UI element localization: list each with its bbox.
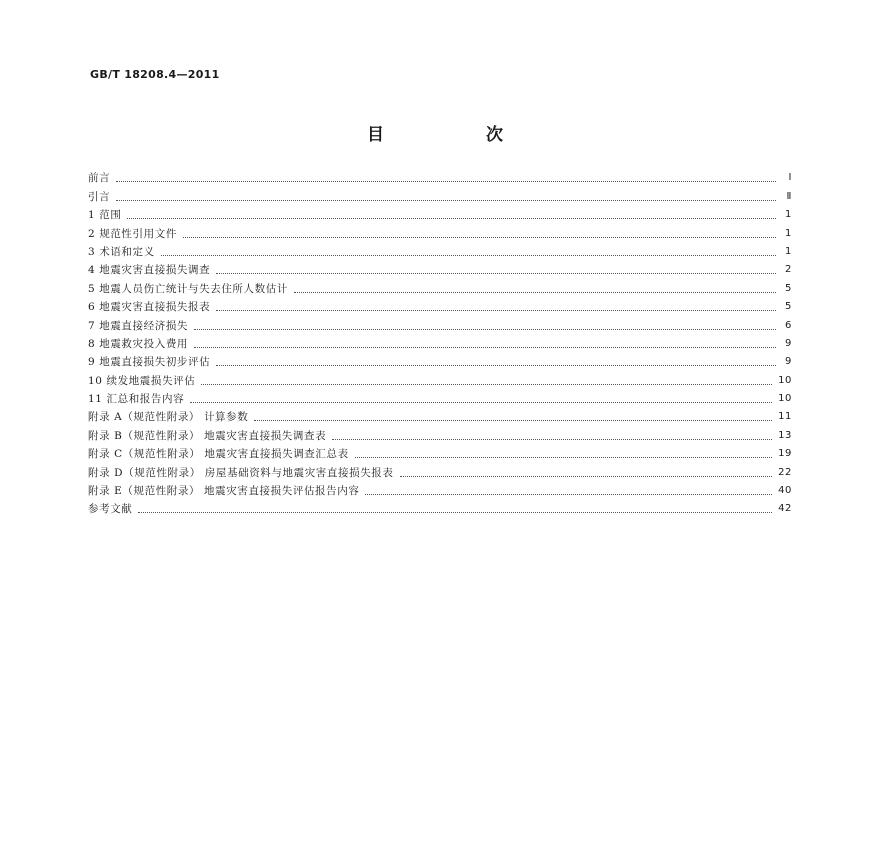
toc-entry-page: 22 (778, 466, 792, 478)
toc-entry[interactable] (88, 241, 792, 259)
toc-entry[interactable] (88, 333, 792, 351)
toc-leader-dots (216, 364, 776, 366)
standard-code: GB/T 18208.4—2011 (90, 68, 220, 81)
toc-entry-label: 附录 C（规范性附录） 地震灾害直接损失调查汇总表 (88, 448, 349, 461)
toc-entry[interactable] (88, 259, 792, 277)
toc-entry-label: 7 地震直接经济损失 (88, 319, 189, 332)
toc-leader-dots (355, 456, 772, 458)
toc-entry[interactable] (88, 351, 792, 369)
toc-entry-page: 5 (785, 301, 792, 313)
toc-entry-label: 附录 A（规范性附录） 计算参数 (88, 411, 249, 424)
toc-entry-label: 11 汇总和报告内容 (88, 393, 185, 406)
toc-entry[interactable] (88, 185, 792, 203)
page-title: 目 次 (367, 125, 551, 145)
toc-leader-dots (116, 180, 776, 182)
toc-leader-dots (183, 236, 776, 238)
toc-entry-page: 9 (785, 337, 792, 349)
toc-entry-label: 附录 E（规范性附录） 地震灾害直接损失评估报告内容 (88, 485, 360, 498)
toc-entry-page: Ⅰ (788, 172, 792, 184)
toc-entry[interactable] (88, 296, 792, 314)
toc-entry-page: 2 (785, 264, 792, 276)
toc-entry-page: 19 (778, 448, 792, 460)
toc-entry-page: 9 (785, 356, 792, 368)
toc-entry-page: 13 (778, 429, 792, 441)
toc-entry[interactable] (88, 461, 792, 479)
toc-leader-dots (216, 309, 776, 311)
toc-entry-page: 1 (785, 209, 792, 221)
toc-entry-label: 1 范围 (88, 209, 122, 222)
toc-entry-page: 40 (778, 485, 792, 497)
toc-entry-label: 前言 (88, 172, 111, 185)
toc-entry[interactable] (88, 369, 792, 387)
toc-entry-page: 1 (785, 227, 792, 239)
toc-leader-dots (194, 328, 776, 330)
toc-entry-label: 9 地震直接损失初步评估 (88, 356, 211, 369)
toc-entry[interactable] (88, 424, 792, 442)
toc-entry-label: 附录 B（规范性附录） 地震灾害直接损失调查表 (88, 429, 327, 442)
toc-leader-dots (116, 199, 776, 201)
toc-entry[interactable] (88, 480, 792, 498)
toc-leader-dots (201, 383, 772, 385)
toc-entry-page: 10 (778, 374, 792, 386)
table-of-contents (88, 167, 792, 516)
toc-leader-dots (194, 346, 776, 348)
toc-entry[interactable] (88, 277, 792, 295)
toc-entry-label: 10 续发地震损失评估 (88, 374, 196, 387)
toc-entry-label: 引言 (88, 190, 111, 203)
toc-leader-dots (161, 254, 776, 256)
toc-entry-page: Ⅱ (786, 190, 792, 202)
toc-leader-dots (400, 475, 773, 477)
toc-entry-page: 11 (778, 411, 792, 423)
toc-entry-label: 3 术语和定义 (88, 245, 155, 258)
toc-entry-label: 参考文献 (88, 503, 133, 516)
toc-entry-page: 42 (778, 503, 792, 515)
toc-entry[interactable] (88, 443, 792, 461)
toc-entry[interactable] (88, 204, 792, 222)
toc-leader-dots (216, 272, 776, 274)
toc-entry-page: 5 (785, 282, 792, 294)
toc-leader-dots (254, 419, 772, 421)
toc-leader-dots (294, 291, 776, 293)
toc-entry[interactable] (88, 314, 792, 332)
toc-entry-label: 5 地震人员伤亡统计与失去住所人数估计 (88, 282, 288, 295)
toc-entry-label: 6 地震灾害直接损失报表 (88, 301, 211, 314)
toc-leader-dots (190, 401, 772, 403)
toc-entry[interactable] (88, 498, 792, 516)
toc-entry-page: 6 (785, 319, 792, 331)
toc-entry[interactable] (88, 388, 792, 406)
toc-entry[interactable] (88, 222, 792, 240)
toc-entry-label: 4 地震灾害直接损失调查 (88, 264, 211, 277)
toc-entry[interactable] (88, 406, 792, 424)
toc-entry-page: 1 (785, 245, 792, 257)
toc-leader-dots (332, 438, 772, 440)
toc-entry-label: 8 地震救灾投入费用 (88, 337, 189, 350)
toc-leader-dots (127, 217, 776, 219)
toc-entry[interactable] (88, 167, 792, 185)
toc-entry-page: 10 (778, 393, 792, 405)
toc-leader-dots (138, 511, 772, 513)
toc-entry-label: 2 规范性引用文件 (88, 227, 177, 240)
toc-leader-dots (365, 493, 772, 495)
toc-entry-label: 附录 D（规范性附录） 房屋基础资料与地震灾害直接损失报表 (88, 466, 394, 479)
